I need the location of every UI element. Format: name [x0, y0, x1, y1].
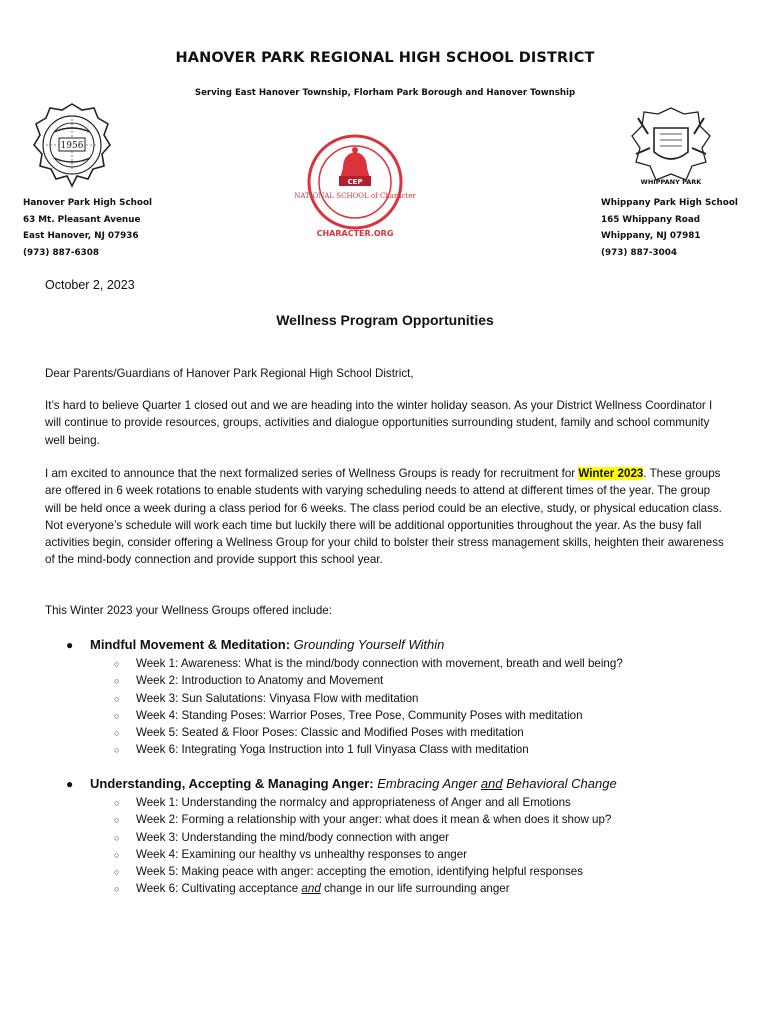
bullet-icon: ●: [66, 777, 74, 791]
group-2-weeks: [114, 794, 714, 898]
left-school-name: Hanover Park High School: [23, 198, 153, 208]
group-1-heading: [90, 637, 444, 652]
list-item: ○ Week 1: Awareness: What is the mind/body connection with movement, breath and well being?: [114, 655, 714, 672]
district-title: HANOVER PARK REGIONAL HIGH SCHOOL DISTRICT: [175, 50, 595, 66]
circle-bullet-icon: ○: [114, 693, 120, 704]
list-item: ○ Week 2: Forming a relationship with your anger: what does it mean & when does it show up?: [114, 811, 714, 828]
circle-bullet-icon: ○: [114, 815, 120, 826]
group-1-weeks: [114, 655, 714, 759]
list-item: ○ Week 3: Sun Salutations: Vinyasa Flow with meditation: [114, 690, 714, 707]
paragraph-2-rest: . These groups are offered in 6 week rotations to enable students with varying scheduling needs to attend at different times of the year. The group will be held once a week during a class period for 6 weeks. The class period could be an elective, study, or physical education class. Not everyone’s schedule will work each time but luckily there will be additional opportunities throughout the year. As the busy fall activities begin, consider offering a Wellness Group for your child to bolster their stress management skills, heighten their awareness of the mind-body connection and provide support this school year.: [45, 467, 724, 567]
list-item: ○ Week 6: Integrating Yoga Instruction into 1 full Vinyasa Class with meditation: [114, 741, 714, 758]
group-2-title: Understanding, Accepting & Managing Anger:: [90, 776, 374, 791]
right-school-address: [601, 195, 738, 261]
paragraph-2: [45, 465, 725, 569]
circle-bullet-icon: ○: [114, 849, 120, 860]
whippany-park-logo: [628, 104, 714, 188]
letter-heading: Wellness Program Opportunities: [276, 312, 494, 328]
right-school-phone: (973) 887-3004: [601, 247, 677, 258]
group-2-heading: [90, 776, 617, 791]
group-1-subtitle: Grounding Yourself Within: [293, 637, 445, 652]
right-school-name: Whippany Park High School: [601, 198, 738, 208]
circle-bullet-icon: ○: [114, 884, 120, 895]
left-school-city: East Hanover, NJ 07936: [23, 231, 139, 241]
hanover-park-seal-logo: [32, 102, 112, 188]
right-school-street: 165 Whippany Road: [601, 214, 701, 225]
right-school-city: Whippany, NJ 07981: [601, 231, 701, 241]
district-subtitle: Serving East Hanover Township, Florham Park Borough and Hanover Township: [194, 88, 576, 98]
circle-bullet-icon: ○: [114, 710, 120, 721]
left-school-address: [23, 195, 152, 261]
group-1-title: Mindful Movement & Meditation:: [90, 637, 291, 652]
seal-year: 1956: [60, 141, 84, 151]
group-2-subtitle: Embracing Anger and Behavioral Change: [377, 776, 617, 791]
national-school-of-character-logo: [294, 132, 416, 240]
salutation: Dear Parents/Guardians of Hanover Park Regional High School District,: [45, 367, 414, 380]
winter-2023-highlight: Winter 2023: [578, 467, 644, 480]
list-item: ○ Week 3: Understanding the mind/body connection with anger: [114, 829, 714, 846]
circle-bullet-icon: ○: [114, 745, 120, 756]
seal-badge: CEP: [347, 178, 363, 186]
logo-label: WHIPPANY PARK: [640, 178, 702, 186]
seal-center-text: NATIONAL SCHOOL of Character: [294, 192, 416, 200]
list-item: ○ Week 4: Standing Poses: Warrior Poses, Tree Pose, Community Poses with meditation: [114, 707, 714, 724]
list-item: ○ Week 2: Introduction to Anatomy and Movement: [114, 672, 714, 689]
circle-bullet-icon: ○: [114, 659, 120, 669]
list-item: ○ Week 4: Examining our healthy vs unhealthy responses to anger: [114, 846, 714, 863]
paragraph-2-lead: I am excited to announce that the next formalized series of Wellness Groups is ready for recruitment for: [45, 467, 579, 480]
left-school-street: 63 Mt. Pleasant Avenue: [23, 214, 141, 225]
circle-bullet-icon: ○: [114, 798, 120, 808]
letter-date: October 2, 2023: [45, 278, 135, 292]
paragraph-1: It’s hard to believe Quarter 1 closed out and we are heading into the winter holiday season. As your District Wellness Coordinator I will continue to provide resources, groups, activities and dialogue opportunities surrounding student, family and school community well being.: [45, 399, 713, 447]
circle-bullet-icon: ○: [114, 867, 120, 878]
groups-intro: This Winter 2023 your Wellness Groups offered include:: [45, 604, 332, 617]
circle-bullet-icon: ○: [114, 832, 120, 843]
list-item: ○ Week 1: Understanding the normalcy and appropriateness of Anger and all Emotions: [114, 794, 714, 811]
list-item: ○ Week 6: Cultivating acceptance and change in our life surrounding anger: [114, 880, 714, 897]
circle-bullet-icon: ○: [114, 676, 120, 687]
list-item: ○ Week 5: Making peace with anger: accepting the emotion, identifying helpful responses: [114, 863, 714, 880]
bullet-icon: ●: [66, 638, 74, 652]
left-school-phone: (973) 887-6308: [23, 247, 99, 258]
list-item: ○ Week 5: Seated & Floor Poses: Classic and Modified Poses with meditation: [114, 724, 714, 741]
seal-footer-text: CHARACTER.ORG: [316, 229, 394, 238]
circle-bullet-icon: ○: [114, 728, 120, 739]
